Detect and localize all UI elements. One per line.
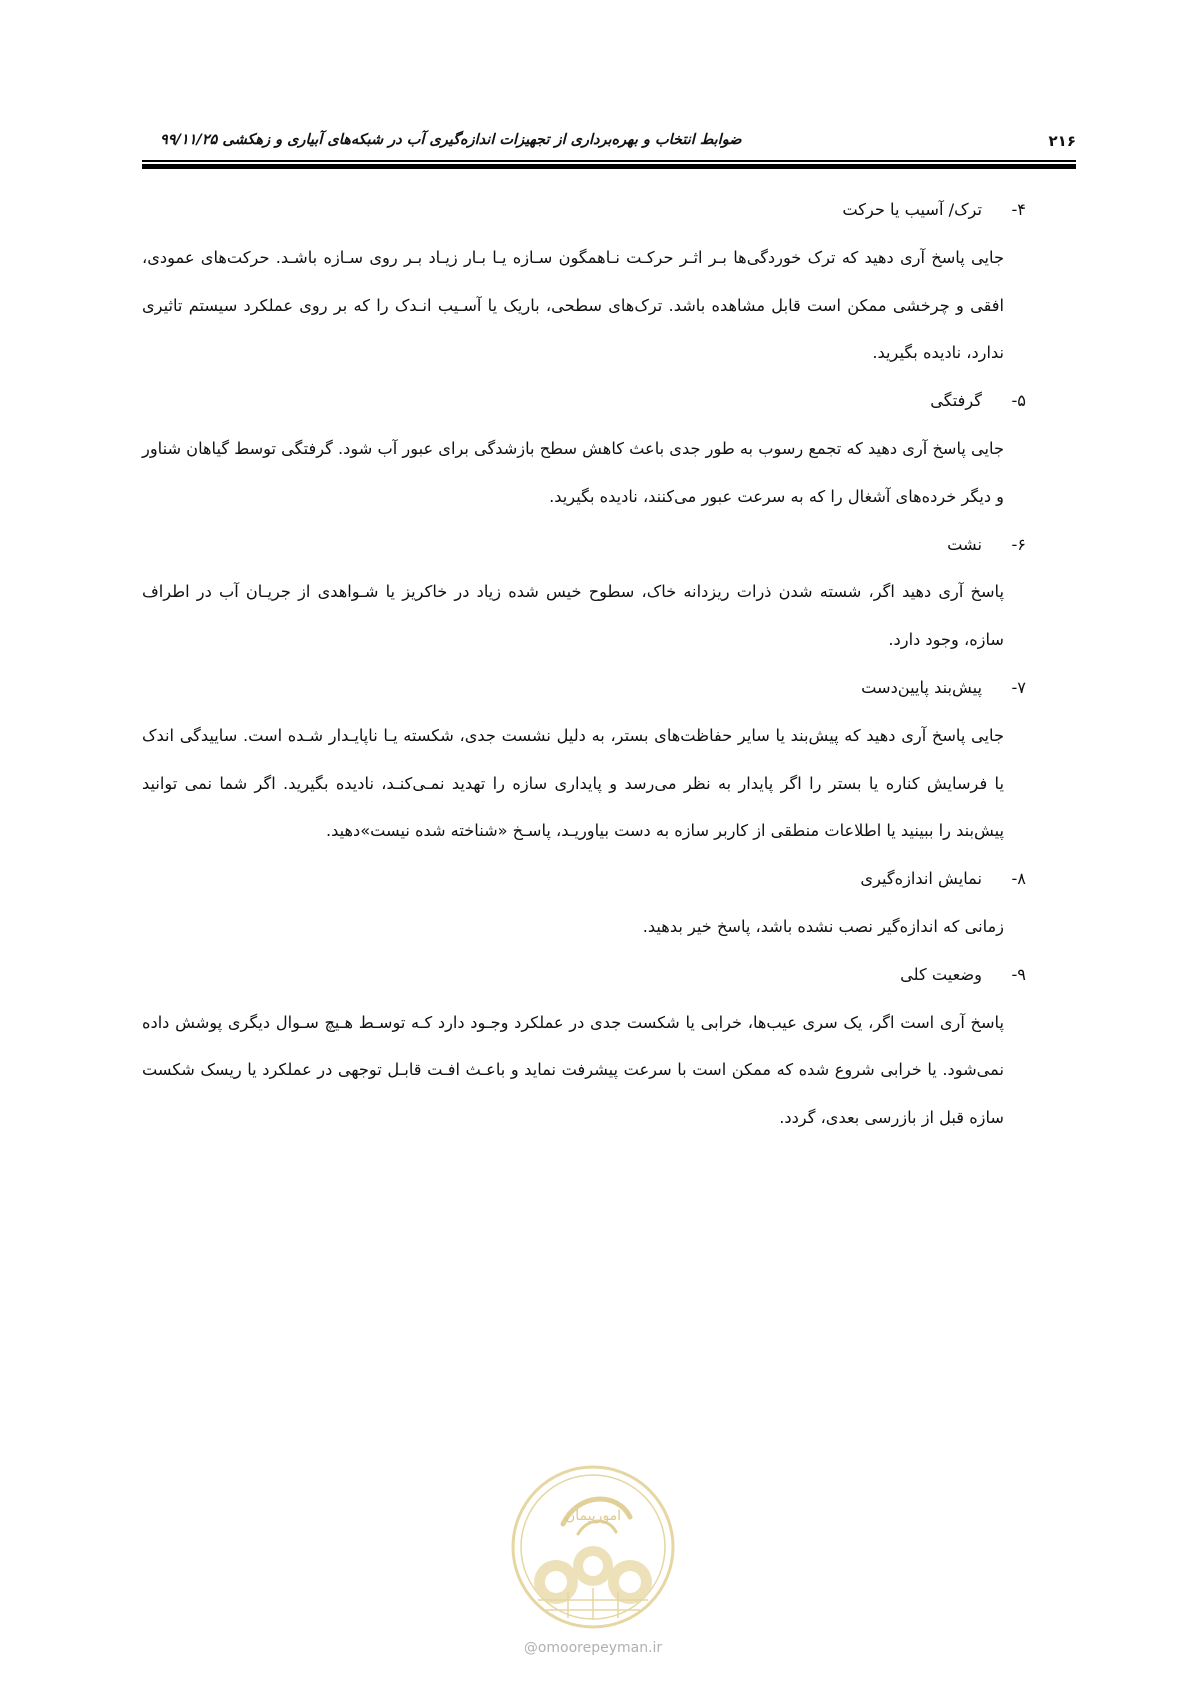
item-paragraph: جایی پاسخ آری دهید که ترک خوردگی‌ها بـر اثـر حرکـت نـاهمگون سـازه یـا بـار زیـاد بـر روی سـازه باشـد. حرکت‌های عمودی، افقی و چرخشی ممکن است قابل مشاهده باشد. ترک‌های سطحی، باریک یا آسـیب انـدک را که بر روی عملکرد سیستم تاثیری ندارد، نادیده بگیرید. [142,247,1004,363]
item-heading [142,855,1038,903]
logo-text: امورپیمان [564,1508,622,1524]
running-title-date: ۹۹/۱۱/۲۵ [160,132,218,148]
item-paragraph: جایی پاسخ آری دهید که پیش‌بند یا سایر حفاظت‌های بستر، به دلیل نشست جدی، شکسته یـا ناپایـدار شـده است. ساییدگی اندک یا فرسایش کناره یا بستر را اگر پایدار به نظر می‌رسد و پایداری سازه را تهدید نمـی‌کنـد، نادیده بگیرید. اگر شما نمی توانید پیش‌بند را ببینید یا اطلاعات منطقی از کاربر سازه به دست بیاوریـد، پاسـخ «شناخته شده نیست»دهید. [142,725,1004,841]
item-heading-text: ترک/ آسیب یا حرکت [842,200,982,219]
item-number: ۴- [1011,200,1026,219]
running-title-text: ضوابط انتخاب و بهره‌برداری از تجهیزات اندازه‌گیری آب در شبکه‌های آبیاری و زهکشی [222,132,742,148]
item-paragraph: زمانی که اندازه‌گیر نصب نشده باشد، پاسخ خیر بدهید. [642,916,1004,936]
item-heading [142,521,1038,569]
item-heading-text: نمایش اندازه‌گیری [860,869,982,889]
header-rule-thin [142,160,1076,162]
item-heading-text: نشت [947,534,982,554]
item-heading [142,664,1038,712]
item-4 [142,186,1038,377]
item-heading-text: پیش‌بند پایین‌دست [861,677,982,697]
running-title [142,132,742,148]
item-heading [142,377,1038,425]
item-number: ۵- [1011,391,1026,411]
item-9 [142,951,1038,1142]
item-number: ۸- [1011,869,1026,889]
watermark-url: @omoorepeyman.ir [523,1640,663,1656]
item-paragraph: جایی پاسخ آری دهید که تجمع رسوب به طور جدی باعث کاهش سطح بازشدگی برای عبور آب شود. گرفتگی توسط گیاهان شناور و دیگر خرده‌های آشغال را که به سرعت عبور می‌کنند، نادیده بگیرید. [142,438,1004,506]
item-6 [142,521,1038,664]
item-heading [142,951,1038,999]
running-header [142,128,1076,158]
item-paragraph: پاسخ آری دهید اگر، شسته شدن ذرات ریزدانه خاک، سطوح خیس شده زیاد در خاکریز یا شـواهدی از جریـان آب در اطراف سازه، وجود دارد. [142,582,1004,650]
item-number: ۹- [1011,964,1026,984]
item-paragraph: پاسخ آری است اگر، یک سری عیب‌ها، خرابی یا شکست جدی در عملکرد وجـود دارد کـه توسـط هـیچ سـوال دیگری پوشش داده نمی‌شود. یا خرابی شروع شده که ممکن است با سرعت پیشرفت نماید و باعـث افـت قابـل توجهی در عملکرد یا ریسک شکست سازه قبل از بازرسی بعدی، گردد. [142,1012,1004,1128]
item-7 [142,664,1038,855]
page-number: ۲۱۶ [1048,132,1076,150]
item-heading-text: وضعیت کلی [900,964,982,984]
item-number: ۷- [1011,677,1026,697]
header-rule-thick [142,164,1076,169]
gear-seal-logo-icon [508,1462,678,1632]
item-heading [142,186,1038,234]
item-number: ۶- [1011,534,1026,554]
body-content [142,186,1038,1142]
item-8 [142,855,1038,951]
item-heading-text: گرفتگی [930,391,982,411]
item-5 [142,377,1038,520]
